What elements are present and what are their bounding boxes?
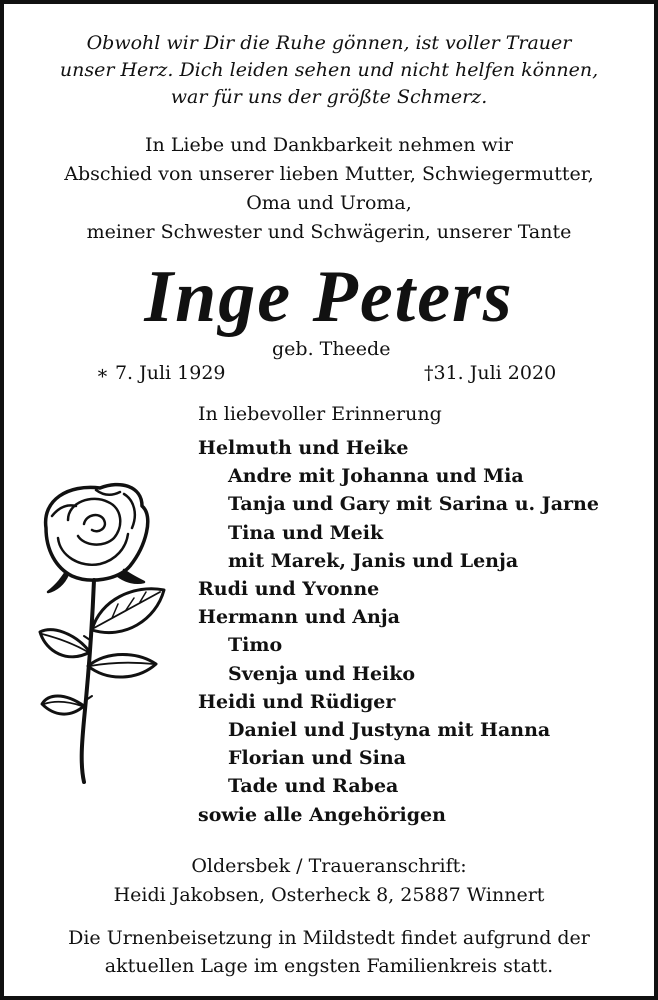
family-member: Helmuth und Heike [198,437,409,459]
memory-heading: In liebevoller Erinnerung [198,403,442,425]
family-member: Daniel und Justyna mit Hanna [228,719,551,742]
family-member: mit Marek, Janis und Lenja [228,549,519,572]
family-member: Florian und Sina [228,747,406,770]
poem-line: war für uns der größte Schmerz. [170,86,488,108]
address-line: Heidi Jakobsen, Osterheck 8, 25887 Winnert [113,884,545,906]
birth-date: ∗ 7. Juli 1929 [96,362,226,384]
family-member: Andre mit Johanna und Mia [228,465,524,488]
family-member: Tade und Rabea [228,775,399,798]
family-member: Rudi und Yvonne [198,578,380,601]
address [4,852,654,910]
family-member: Hermann und Anja [198,606,400,629]
intro-line: meiner Schwester und Schwägerin, unserer Tante [86,221,572,243]
intro-line: Abschied von unserer lieben Mutter, Schwiegermutter, [64,163,594,185]
family-member: Tina und Meik [228,521,384,544]
burial-note-line: aktuellen Lage im engsten Familienkreis statt. [104,955,554,977]
rose-icon [38,480,178,790]
intro-line: Oma und Uroma, [246,192,412,214]
family-member: sowie alle Angehörigen [198,803,446,826]
poem-line: Obwohl wir Dir die Ruhe gönnen, ist voller Trauer [86,32,572,54]
family-member: Svenja und Heiko [228,662,416,685]
intro-line: In Liebe und Dankbarkeit nehmen wir [145,134,513,156]
family-member: Heidi und Rüdiger [198,690,396,713]
death-date: †31. Juli 2020 [424,362,557,384]
maiden-name: geb. Theede [272,338,391,360]
family-member: Tanja und Gary mit Sarina u. Jarne [228,493,599,516]
intro-text [4,131,654,247]
address-line: Oldersbek / Traueranschrift: [191,855,467,877]
family-list [198,434,599,829]
poem [4,30,654,111]
burial-note [4,924,654,980]
deceased-name: Inge Peters [144,256,514,338]
burial-note-line: Die Urnenbeisetzung in Mildstedt findet aufgrund der [68,927,590,949]
family-member: Timo [228,634,283,657]
poem-line: unser Herz. Dich leiden sehen und nicht helfen können, [59,59,599,81]
